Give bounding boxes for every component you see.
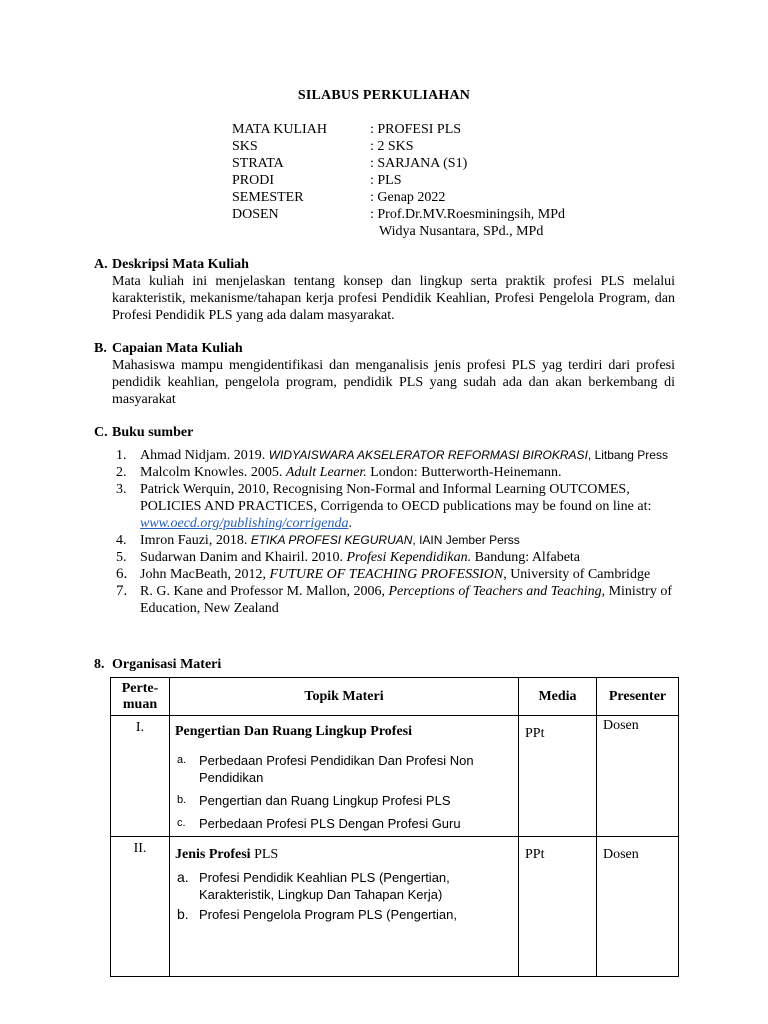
reference-publisher: , Litbang Press (587, 448, 668, 462)
subtopic-text: Pengertian dan Ruang Lingkup Profesi PLS (199, 793, 451, 808)
section-letter: A. (94, 257, 108, 272)
reference-text: R. G. Kane and Professor M. Mallon, 2006, (140, 584, 389, 599)
info-row-dosen (232, 206, 565, 223)
reference-title: Perceptions of Teachers and Teaching (388, 584, 602, 599)
subtopic-text: Profesi Pendidik Keahlian PLS (Pengertian, Karakteristik, Lingkup Dan Tahapan Kerja) (199, 870, 450, 902)
info-key: DOSEN (232, 207, 279, 222)
reference-text: Patrick Werquin, 2010, Recognising Non-Formal and Informal Learning OUTCOMES, POLICIES AND PRACTICES, Corrigenda to OECD publications may be found on line at: (140, 482, 652, 514)
subtopic-letter: a. (177, 869, 189, 885)
reference-publisher: Bandung: Alfabeta (471, 550, 581, 565)
topic-title-bold: Pengertian Dan Ruang Lingkup Profesi (175, 724, 412, 739)
topic-cell (170, 837, 519, 977)
presenter-cell (597, 837, 679, 977)
subtopic-text: Profesi Pengelola Program PLS (Pengertian, (199, 907, 457, 922)
info-row-sks (232, 138, 565, 155)
section-title: Organisasi Materi (112, 657, 222, 672)
section-heading-a (94, 256, 249, 273)
subtopic-text: Perbedaan Profesi PLS Dengan Profesi Guru (199, 816, 461, 831)
meeting-cell (111, 716, 170, 837)
section-heading-c (94, 424, 193, 441)
media-cell (519, 837, 597, 977)
reference-publisher: , Ministry of Education, New Zealand (140, 584, 672, 616)
reference-item (112, 583, 692, 617)
subtopic-letter: c. (177, 817, 186, 829)
subtopic-item (175, 815, 518, 832)
subtopic-letter: b. (177, 906, 189, 922)
info-value: : 2 SKS (370, 139, 414, 154)
info-value: : PROFESI PLS (370, 122, 462, 137)
info-value: : Prof.Dr.MV.Roesminingsih, MPd (370, 207, 565, 222)
reference-item (112, 481, 692, 532)
reference-number: 4. (116, 533, 127, 548)
course-info (232, 121, 565, 240)
info-dosen-continued: Widya Nusantara, SPd., MPd (379, 224, 544, 239)
section-paragraph-b: Mahasiswa mampu mengidentifikasi dan menganalisis jenis profesi PLS yag terdiri dari profesi pendidik keahlian, pengelola program, pendidik PLS yang sudah ada dan akan berkembang di masyarakat (112, 358, 675, 407)
presenter-value: Dosen (603, 847, 639, 862)
section-title: Capaian Mata Kuliah (112, 341, 243, 356)
info-value: : Genap 2022 (370, 190, 446, 205)
table-header-row (111, 678, 679, 716)
presenter-cell (597, 716, 679, 837)
section-letter: 8. (94, 657, 105, 672)
header-presenter: Presenter (597, 678, 679, 716)
media-cell (519, 716, 597, 837)
section-letter: C. (94, 425, 108, 440)
reference-item (112, 464, 692, 481)
topic-title-bold: Jenis Profesi (175, 847, 251, 862)
reference-title: Adult Learner. (285, 465, 367, 480)
reference-publisher: , IAIN Jember Perss (412, 533, 520, 547)
reference-number: 6. (116, 566, 128, 582)
reference-publisher: . (348, 516, 352, 531)
reference-title: ETIKA PROFESI KEGURUAN (250, 533, 413, 547)
topic-title (175, 723, 518, 740)
header-media: Media (519, 678, 597, 716)
reference-number: 3. (116, 482, 127, 497)
reference-publisher: London: Butterworth-Heinemann. (366, 465, 562, 480)
section-paragraph-a: Mata kuliah ini menjelaskan tentang konsep dan lingkup serta praktik profesi PLS melalui karakteristik, mekanisme/tahapan kerja profesi Pendidik Keahlian, Profesi Pengelola Program, dan Profesi Pendidik PLS yang ada dalam masyarakat. (112, 274, 675, 323)
subtopic-item (175, 869, 518, 903)
reference-text: John MacBeath, 2012, (140, 567, 270, 582)
meeting-number: II. (133, 841, 147, 856)
presenter-value: Dosen (603, 718, 639, 733)
reference-title: FUTURE OF TEACHING PROFESSION (269, 567, 504, 582)
media-value: PPt (525, 847, 545, 862)
info-key: PRODI (232, 173, 275, 188)
materials-table (110, 677, 679, 977)
info-row-semester (232, 189, 565, 206)
meeting-cell (111, 837, 170, 977)
reference-item (112, 549, 692, 566)
section-heading-d (94, 656, 221, 673)
table-row (111, 837, 679, 977)
reference-text: Imron Fauzi, 2018. (140, 533, 251, 548)
info-key: MATA KULIAH (232, 122, 327, 137)
media-value: PPt (525, 726, 545, 741)
info-row-strata (232, 155, 565, 172)
subtopic-item (175, 752, 518, 786)
info-row-prodi (232, 172, 565, 189)
section-heading-b (94, 340, 243, 357)
reference-item (112, 566, 692, 583)
reference-link[interactable]: www.oecd.org/publishing/corrigenda (140, 516, 349, 531)
reference-item (112, 532, 692, 549)
header-meeting (111, 678, 170, 716)
reference-text: Ahmad Nidjam. 2019. (140, 448, 269, 463)
table-row (111, 716, 679, 837)
section-title: Deskripsi Mata Kuliah (112, 257, 249, 272)
info-value: : PLS (370, 173, 402, 188)
reference-number: 5. (116, 550, 127, 565)
reference-number: 2. (116, 465, 127, 480)
reference-item (112, 447, 692, 464)
reference-list (112, 447, 692, 617)
subtopic-letter: a. (177, 754, 187, 766)
header-topic: Topik Materi (170, 678, 519, 716)
info-key: SKS (232, 139, 258, 154)
info-key: STRATA (232, 156, 284, 171)
section-title: Buku sumber (112, 425, 194, 440)
topic-title-rest: PLS (250, 847, 279, 862)
info-value: : SARJANA (S1) (370, 156, 468, 171)
header-meeting-label: Perte- muan (121, 680, 159, 712)
topic-cell (170, 716, 519, 837)
subtopic-letter: b. (177, 794, 187, 806)
section-letter: B. (94, 341, 107, 356)
info-key: SEMESTER (232, 190, 304, 205)
reference-title: Profesi Kependidikan. (346, 550, 472, 565)
info-row-mata-kuliah (232, 121, 565, 138)
reference-text: Malcolm Knowles. 2005. (140, 465, 286, 480)
page-title: SILABUS PERKULIAHAN (297, 88, 471, 103)
topic-title (175, 846, 518, 863)
reference-publisher: , University of Cambridge (503, 567, 651, 582)
reference-text: Sudarwan Danim and Khairil. 2010. (140, 550, 347, 565)
reference-number: 7. (116, 583, 128, 599)
subtopic-item (175, 906, 518, 923)
subtopic-text: Perbedaan Profesi Pendidikan Dan Profesi Non Pendidikan (199, 753, 474, 785)
subtopic-item (175, 792, 518, 809)
meeting-number: I. (135, 720, 145, 735)
reference-number: 1. (116, 448, 127, 463)
reference-title: WIDYAISWARA AKSELERATOR REFORMASI BIROKRASI (268, 448, 588, 462)
